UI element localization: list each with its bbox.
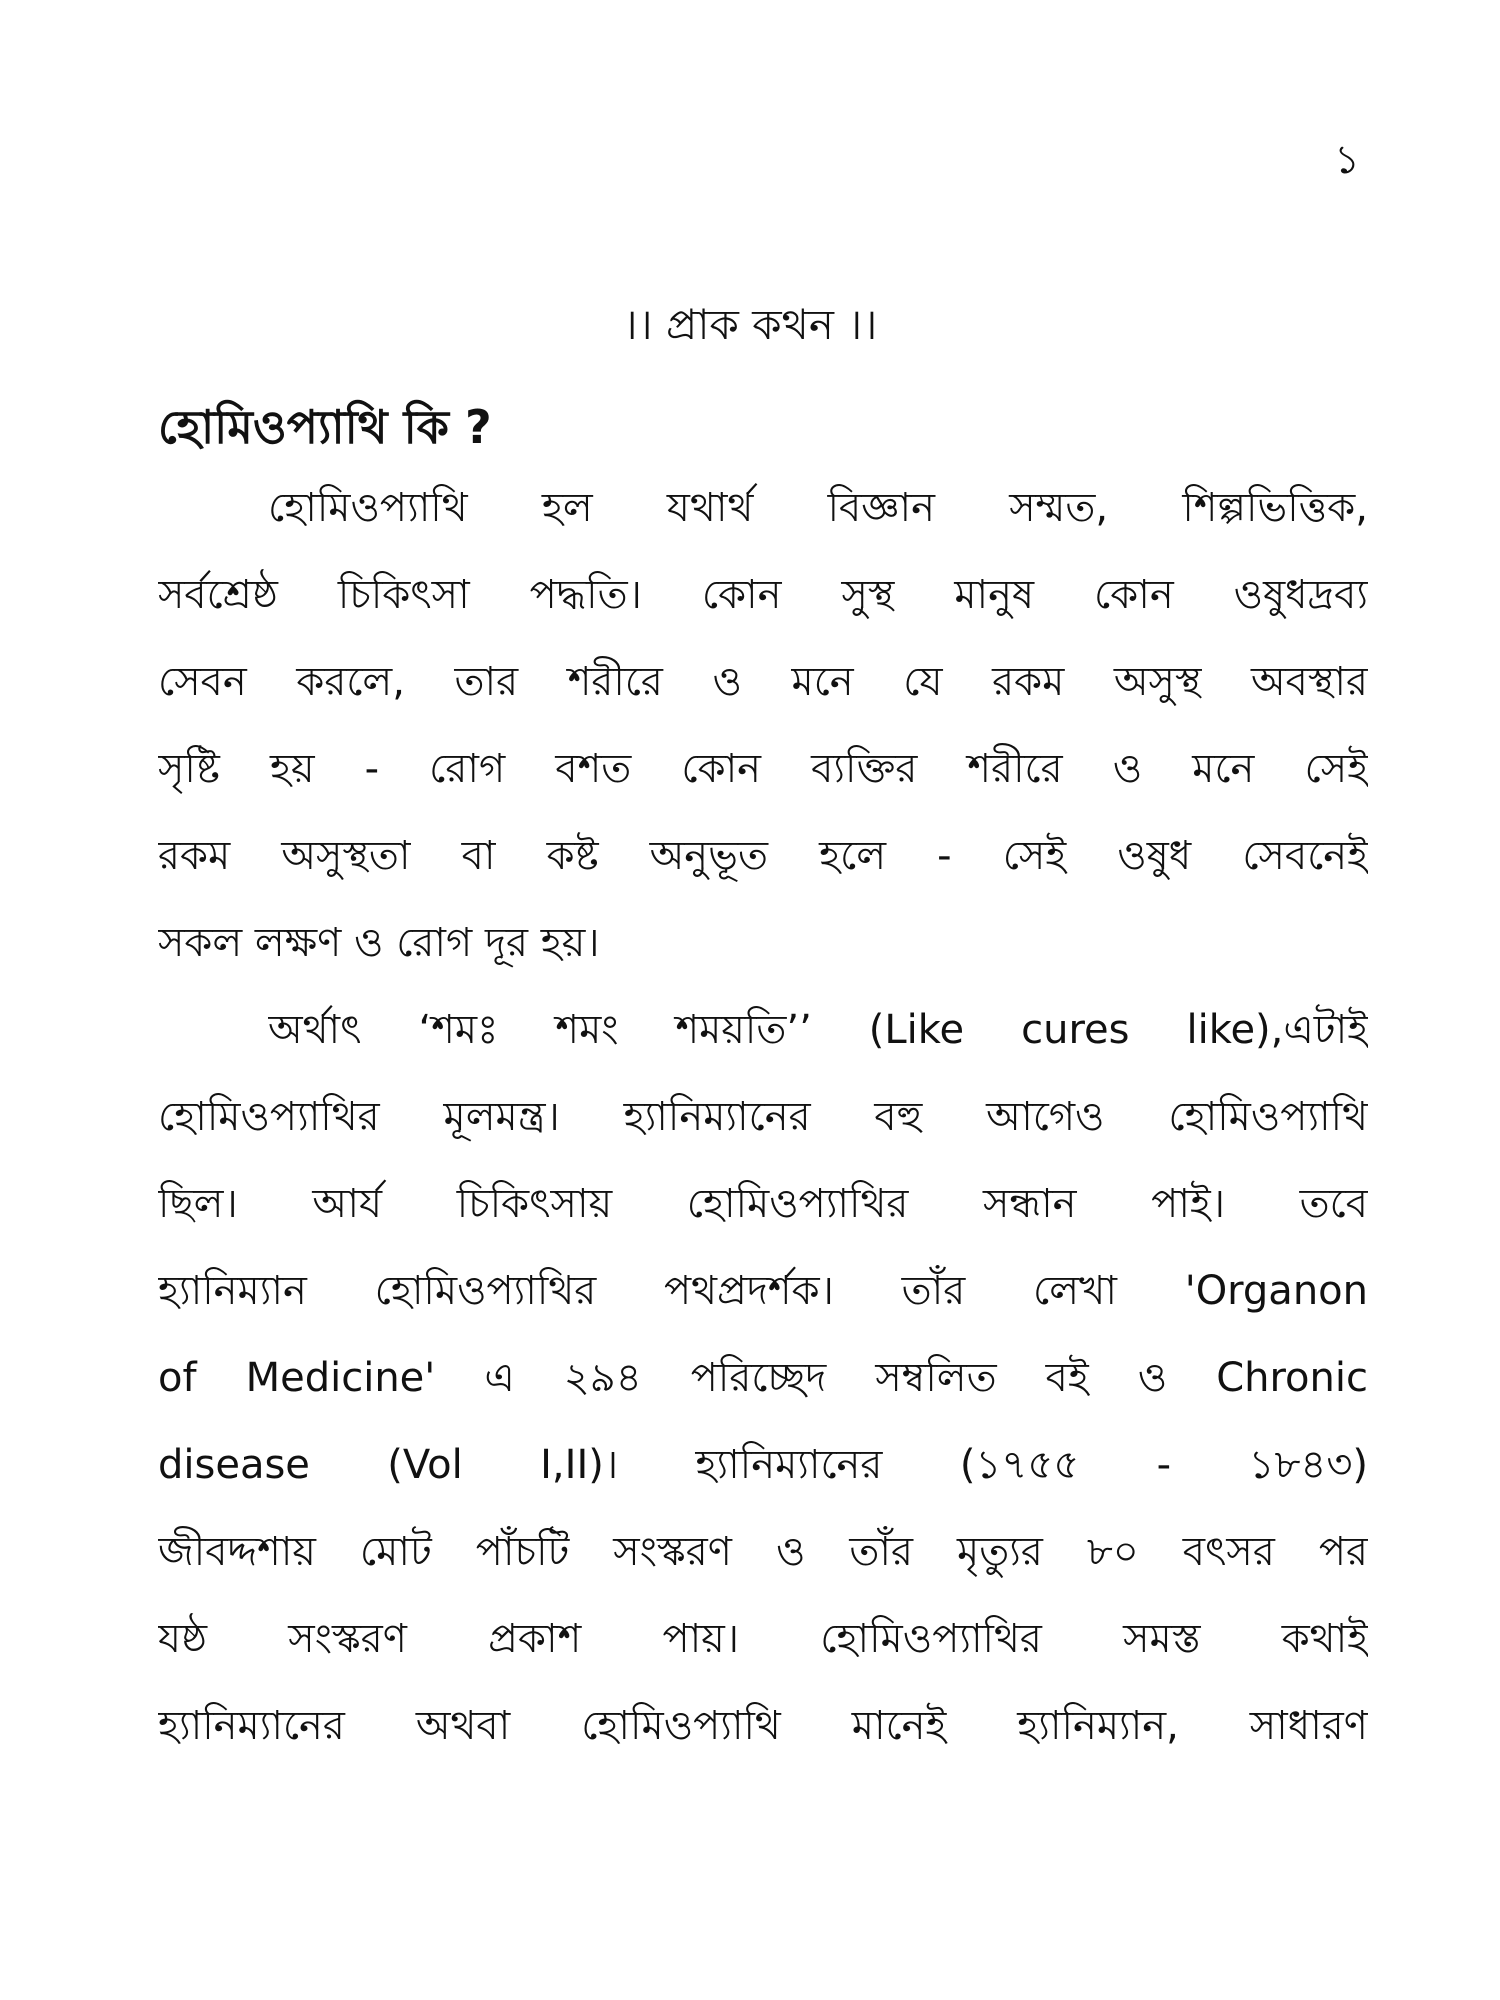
text-line: সৃষ্টি হয় - রোগ বশত কোন ব্যক্তির শরীরে ও মনে সেই (158, 746, 1368, 792)
text-line: হ্যানিম্যানের অথবা হোমিওপ্যাথি মানেই হ্যানিম্যান, সাধারণ (158, 1703, 1368, 1749)
text-line: ছিল। আর্য চিকিৎসায় হোমিওপ্যাথির সন্ধান পাই। তবে (158, 1181, 1368, 1227)
text-line: হ্যানিম্যান হোমিওপ্যাথির পথপ্রদর্শক। তাঁর লেখা 'Organon (158, 1268, 1368, 1314)
text-line: রকম অসুস্থতা বা কষ্ট অনুভূত হলে - সেই ওষুধ সেবনেই (158, 833, 1368, 879)
text-line: হোমিওপ্যাথির মূলমন্ত্র। হ্যানিম্যানের বহু আগেও হোমিওপ্যাথি (158, 1094, 1368, 1140)
text-line: অর্থাৎ ‘শমঃ শমং শময়তি’’ (Like cures like),এটাই (268, 1007, 1368, 1053)
text-line: disease (Vol I,II)। হ্যানিম্যানের (১৭৫৫ - ১৮৪৩) (158, 1442, 1368, 1488)
text-line: জীবদ্দশায় মোট পাঁচটি সংস্করণ ও তাঁর মৃত্যুর ৮০ বৎসর পর (158, 1529, 1368, 1575)
section-heading: হোমিওপ্যাথি কি ? (158, 400, 492, 454)
text-line: of Medicine' এ ২৯৪ পরিচ্ছেদ সম্বলিত বই ও Chronic (158, 1355, 1368, 1401)
text-line: সর্বশ্রেষ্ঠ চিকিৎসা পদ্ধতি। কোন সুস্থ মানুষ কোন ওষুধদ্রব্য (158, 572, 1368, 618)
chapter-title: ।। প্রাক কথন ।। (622, 300, 878, 349)
text-line: সকল লক্ষণ ও রোগ দূর হয়। (158, 920, 600, 966)
text-line: হোমিওপ্যাথি হল যথার্থ বিজ্ঞান সম্মত, শিল্পভিত্তিক, (268, 485, 1368, 531)
text-line: যষ্ঠ সংস্করণ প্রকাশ পায়। হোমিওপ্যাথির সমস্ত কথাই (158, 1616, 1368, 1662)
text-line: সেবন করলে, তার শরীরে ও মনে যে রকম অসুস্থ অবস্থার (158, 659, 1368, 705)
page-number: ১ (1334, 137, 1360, 183)
